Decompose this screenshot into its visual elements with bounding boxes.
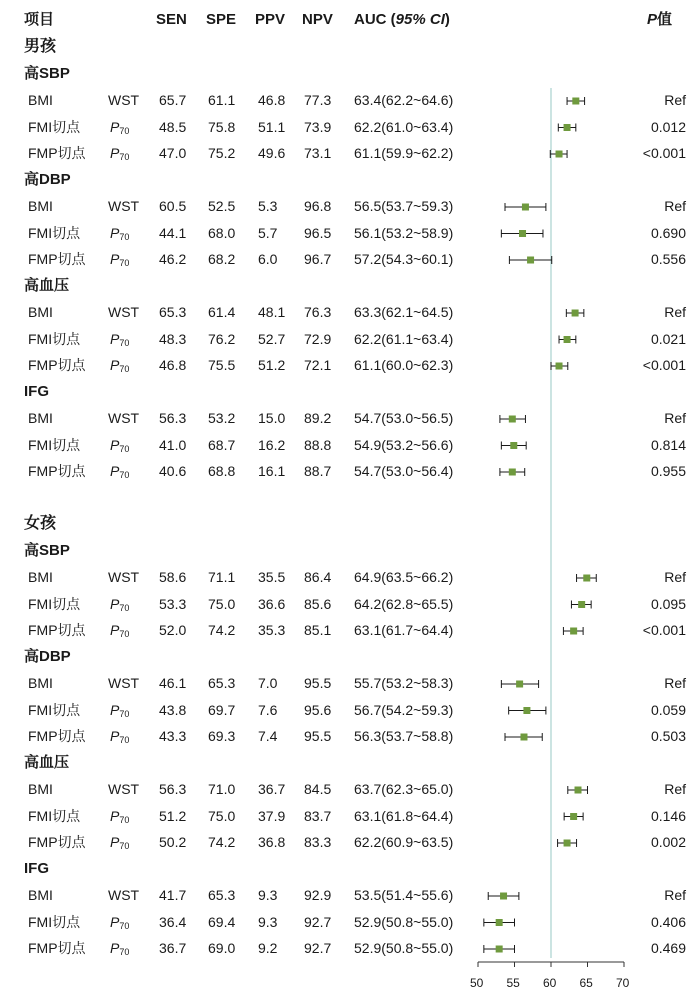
auc-point-marker: [527, 257, 534, 264]
row-label: FMP切点: [28, 940, 86, 956]
row-sen: 46.2: [159, 251, 187, 267]
row-sen: 36.4: [159, 913, 187, 930]
row-spe: 69.4: [208, 913, 236, 930]
row-label: FMI切点: [28, 330, 81, 347]
auc-point-marker: [509, 469, 516, 476]
row-auc: 54.9(53.2~56.6): [354, 436, 454, 453]
row-ppv: 52.7: [258, 330, 286, 347]
row-p-value: 0.059: [650, 701, 686, 718]
row-npv: 96.8: [304, 198, 332, 214]
row-auc: 53.5(51.4~55.6): [354, 887, 454, 903]
row-label: BMI: [28, 410, 53, 426]
row-p-value: Ref: [664, 675, 686, 691]
row-ppv: 51.2: [258, 357, 286, 373]
row-label: BMI: [28, 887, 53, 903]
row-npv: 84.5: [304, 781, 332, 797]
row-label: FMP切点: [28, 622, 86, 638]
row-spe: 68.7: [208, 436, 236, 453]
row-auc: 63.1(61.8~64.4): [354, 807, 454, 824]
row-cutoff: WST: [108, 198, 140, 214]
subgroup-label: IFG: [24, 859, 49, 877]
row-label: FMI切点: [28, 224, 81, 241]
row-auc: 56.5(53.7~59.3): [354, 198, 454, 214]
row-npv: 72.9: [304, 330, 332, 347]
auc-point-marker: [510, 442, 517, 449]
row-p-value: <0.001: [642, 145, 686, 161]
row-p-value: Ref: [664, 781, 686, 797]
row-ppv: 7.0: [258, 675, 278, 691]
row-spe: 74.2: [208, 622, 236, 638]
row-sen: 43.8: [159, 701, 187, 718]
row-spe: 68.2: [208, 251, 236, 267]
row-spe: 75.2: [208, 145, 236, 161]
row-ppv: 36.8: [258, 834, 286, 850]
row-p-value: Ref: [664, 887, 686, 903]
row-auc: 56.3(53.7~58.8): [354, 728, 454, 744]
row-sen: 60.5: [159, 198, 187, 214]
row-spe: 65.3: [208, 887, 236, 903]
row-spe: 69.3: [208, 728, 236, 744]
auc-point-marker: [556, 363, 563, 370]
row-sen: 48.3: [159, 330, 187, 347]
row-spe: 75.0: [208, 807, 236, 824]
row-label: FMP切点: [28, 251, 86, 267]
header-ppv: PPV: [255, 11, 286, 28]
row-ppv: 15.0: [258, 410, 286, 426]
row-label: BMI: [28, 92, 53, 108]
row-spe: 76.2: [208, 330, 236, 347]
row-auc: 62.2(61.0~63.4): [354, 118, 454, 135]
row-ppv: 7.6: [258, 701, 278, 718]
row-sen: 56.3: [159, 781, 187, 797]
row-p-value: 0.955: [650, 463, 686, 479]
auc-point-marker: [578, 601, 585, 608]
row-spe: 71.1: [208, 569, 236, 585]
auc-point-marker: [572, 310, 579, 317]
row-spe: 75.8: [208, 118, 236, 135]
row-cutoff: P70: [110, 357, 130, 374]
row-spe: 69.0: [208, 940, 236, 956]
group-label: 男孩: [24, 38, 57, 55]
row-cutoff: P70: [110, 463, 130, 480]
row-spe: 74.2: [208, 834, 236, 850]
header-auc: AUC (95% CI): [354, 11, 450, 28]
auc-point-marker: [564, 124, 571, 131]
row-sen: 41.0: [159, 436, 187, 453]
row-spe: 69.7: [208, 701, 236, 718]
row-ppv: 5.3: [258, 198, 278, 214]
row-sen: 40.6: [159, 463, 187, 479]
row-sen: 43.3: [159, 728, 187, 744]
row-auc: 54.7(53.0~56.5): [354, 410, 454, 426]
row-p-value: <0.001: [642, 357, 686, 373]
row-p-value: 0.690: [650, 224, 686, 241]
row-ppv: 7.4: [258, 728, 278, 744]
row-cutoff: P70: [110, 145, 130, 162]
row-ppv: 9.2: [258, 940, 278, 956]
row-spe: 75.0: [208, 595, 236, 612]
row-cutoff: WST: [108, 304, 140, 320]
row-label: FMP切点: [28, 834, 86, 850]
row-p-value: Ref: [664, 410, 686, 426]
row-cutoff: P70: [110, 834, 130, 851]
row-spe: 52.5: [208, 198, 236, 214]
auc-point-marker: [522, 204, 529, 211]
row-auc: 54.7(53.0~56.4): [354, 463, 454, 479]
row-npv: 95.5: [304, 728, 332, 744]
row-npv: 77.3: [304, 92, 332, 108]
row-cutoff: P70: [110, 118, 130, 136]
row-sen: 47.0: [159, 145, 187, 161]
row-cutoff: P70: [110, 436, 130, 454]
header-p-value: P值: [647, 11, 673, 28]
row-label: FMP切点: [28, 357, 86, 373]
row-ppv: 16.2: [258, 436, 286, 453]
row-p-value: <0.001: [642, 622, 686, 638]
row-p-value: 0.012: [650, 118, 686, 135]
auc-point-marker: [570, 813, 577, 820]
subgroup-label: IFG: [24, 382, 49, 400]
row-ppv: 6.0: [258, 251, 278, 267]
row-p-value: Ref: [664, 569, 686, 585]
row-sen: 56.3: [159, 410, 187, 426]
row-p-value: Ref: [664, 198, 686, 214]
row-cutoff: WST: [108, 410, 140, 426]
row-npv: 92.7: [304, 940, 332, 956]
row-auc: 52.9(50.8~55.0): [354, 913, 454, 930]
row-auc: 63.3(62.1~64.5): [354, 304, 454, 320]
row-label: FMI切点: [28, 436, 81, 453]
row-sen: 58.6: [159, 569, 187, 585]
row-spe: 61.4: [208, 304, 236, 320]
row-label: FMP切点: [28, 728, 86, 744]
row-npv: 83.3: [304, 834, 332, 850]
row-p-value: Ref: [664, 92, 686, 108]
row-label: BMI: [28, 569, 53, 585]
row-npv: 73.9: [304, 118, 332, 135]
row-label: FMI切点: [28, 701, 81, 718]
row-auc: 64.2(62.8~65.5): [354, 595, 454, 612]
row-auc: 62.2(60.9~63.5): [354, 834, 454, 850]
row-sen: 65.7: [159, 92, 187, 108]
row-auc: 56.7(54.2~59.3): [354, 701, 454, 718]
row-ppv: 36.6: [258, 595, 286, 612]
row-ppv: 46.8: [258, 92, 286, 108]
auc-point-marker: [496, 946, 503, 953]
x-axis-tick-label: 60: [543, 976, 557, 990]
row-label: BMI: [28, 781, 53, 797]
row-auc: 61.1(59.9~62.2): [354, 145, 454, 161]
auc-point-marker: [523, 707, 530, 714]
row-npv: 86.4: [304, 569, 332, 585]
row-label: FMP切点: [28, 145, 86, 161]
row-sen: 51.2: [159, 807, 187, 824]
row-label: FMP切点: [28, 463, 86, 479]
auc-point-marker: [516, 681, 523, 688]
row-auc: 63.7(62.3~65.0): [354, 781, 454, 797]
row-ppv: 37.9: [258, 807, 286, 824]
row-p-value: 0.095: [650, 595, 686, 612]
row-cutoff: P70: [110, 251, 130, 268]
auc-point-marker: [496, 919, 503, 926]
row-cutoff: WST: [108, 781, 140, 797]
row-spe: 53.2: [208, 410, 236, 426]
row-ppv: 16.1: [258, 463, 286, 479]
row-p-value: 0.469: [650, 940, 686, 956]
auc-point-marker: [575, 787, 582, 794]
row-auc: 57.2(54.3~60.1): [354, 251, 454, 267]
auc-point-marker: [570, 628, 577, 635]
row-label: BMI: [28, 675, 53, 691]
row-cutoff: P70: [110, 728, 130, 745]
auc-point-marker: [583, 575, 590, 582]
row-sen: 65.3: [159, 304, 187, 320]
header-npv: NPV: [302, 11, 333, 28]
row-auc: 62.2(61.1~63.4): [354, 330, 454, 347]
row-ppv: 35.3: [258, 622, 286, 638]
row-label: FMI切点: [28, 807, 81, 824]
row-cutoff: P70: [110, 807, 130, 825]
row-npv: 96.5: [304, 224, 332, 241]
row-ppv: 36.7: [258, 781, 286, 797]
row-npv: 92.7: [304, 913, 332, 930]
row-npv: 88.8: [304, 436, 332, 453]
subgroup-label: 高血压: [24, 753, 70, 771]
row-p-value: 0.814: [650, 436, 686, 453]
row-npv: 73.1: [304, 145, 332, 161]
auc-point-marker: [564, 336, 571, 343]
row-auc: 55.7(53.2~58.3): [354, 675, 454, 691]
row-cutoff: P70: [110, 224, 130, 242]
row-label: BMI: [28, 198, 53, 214]
row-ppv: 9.3: [258, 913, 278, 930]
auc-point-marker: [556, 151, 563, 158]
row-npv: 89.2: [304, 410, 332, 426]
row-npv: 76.3: [304, 304, 332, 320]
row-p-value: 0.406: [650, 913, 686, 930]
header-item: 项目: [24, 11, 55, 28]
subgroup-label: 高SBP: [24, 64, 70, 82]
row-ppv: 51.1: [258, 118, 286, 135]
subgroup-label: 高DBP: [24, 647, 71, 665]
header-spe: SPE: [206, 11, 237, 28]
header-sen: SEN: [156, 11, 187, 28]
row-ppv: 48.1: [258, 304, 286, 320]
row-sen: 41.7: [159, 887, 187, 903]
subgroup-label: 高DBP: [24, 170, 71, 188]
group-label: 女孩: [24, 515, 57, 532]
row-p-value: 0.556: [650, 251, 686, 267]
x-axis-tick-label: 70: [616, 976, 630, 990]
row-auc: 52.9(50.8~55.0): [354, 940, 454, 956]
row-auc: 61.1(60.0~62.3): [354, 357, 454, 373]
row-auc: 63.1(61.7~64.4): [354, 622, 454, 638]
row-cutoff: P70: [110, 595, 130, 613]
x-axis-tick-label: 50: [470, 976, 484, 990]
row-sen: 36.7: [159, 940, 187, 956]
row-label: FMI切点: [28, 595, 81, 612]
row-sen: 50.2: [159, 834, 187, 850]
row-sen: 53.3: [159, 595, 187, 612]
row-sen: 44.1: [159, 224, 187, 241]
row-ppv: 5.7: [258, 224, 278, 241]
row-cutoff: P70: [110, 622, 130, 639]
row-npv: 85.6: [304, 595, 332, 612]
row-npv: 92.9: [304, 887, 332, 903]
row-cutoff: P70: [110, 940, 130, 957]
subgroup-label: 高SBP: [24, 541, 70, 559]
row-cutoff: P70: [110, 330, 130, 348]
row-p-value: 0.002: [650, 834, 686, 850]
row-p-value: 0.021: [650, 330, 686, 347]
x-axis-tick-label: 55: [506, 976, 520, 990]
row-spe: 68.0: [208, 224, 236, 241]
row-npv: 88.7: [304, 463, 332, 479]
row-spe: 61.1: [208, 92, 236, 108]
row-sen: 52.0: [159, 622, 187, 638]
row-sen: 46.8: [159, 357, 187, 373]
row-label: BMI: [28, 304, 53, 320]
auc-point-marker: [519, 230, 526, 237]
row-npv: 95.6: [304, 701, 332, 718]
row-auc: 64.9(63.5~66.2): [354, 569, 454, 585]
row-cutoff: WST: [108, 675, 140, 691]
row-cutoff: WST: [108, 569, 140, 585]
subgroup-label: 高血压: [24, 276, 70, 294]
row-spe: 68.8: [208, 463, 236, 479]
row-p-value: 0.146: [650, 807, 686, 824]
row-p-value: 0.503: [650, 728, 686, 744]
row-auc: 56.1(53.2~58.9): [354, 224, 454, 241]
auc-point-marker: [572, 98, 579, 105]
row-cutoff: WST: [108, 92, 140, 108]
row-spe: 71.0: [208, 781, 236, 797]
auc-point-marker: [520, 734, 527, 741]
row-sen: 48.5: [159, 118, 187, 135]
row-ppv: 35.5: [258, 569, 286, 585]
row-npv: 83.7: [304, 807, 332, 824]
x-axis-tick-label: 65: [579, 976, 593, 990]
row-npv: 96.7: [304, 251, 332, 267]
row-label: FMI切点: [28, 118, 81, 135]
auc-point-marker: [509, 416, 516, 423]
row-npv: 85.1: [304, 622, 332, 638]
row-cutoff: P70: [110, 701, 130, 719]
row-npv: 72.1: [304, 357, 332, 373]
row-spe: 65.3: [208, 675, 236, 691]
row-cutoff: WST: [108, 887, 140, 903]
row-p-value: Ref: [664, 304, 686, 320]
row-ppv: 9.3: [258, 887, 278, 903]
auc-point-marker: [564, 840, 571, 847]
row-sen: 46.1: [159, 675, 187, 691]
row-spe: 75.5: [208, 357, 236, 373]
row-npv: 95.5: [304, 675, 332, 691]
row-ppv: 49.6: [258, 145, 286, 161]
auc-point-marker: [500, 893, 507, 900]
row-cutoff: P70: [110, 913, 130, 931]
row-auc: 63.4(62.2~64.6): [354, 92, 454, 108]
row-label: FMI切点: [28, 913, 81, 930]
